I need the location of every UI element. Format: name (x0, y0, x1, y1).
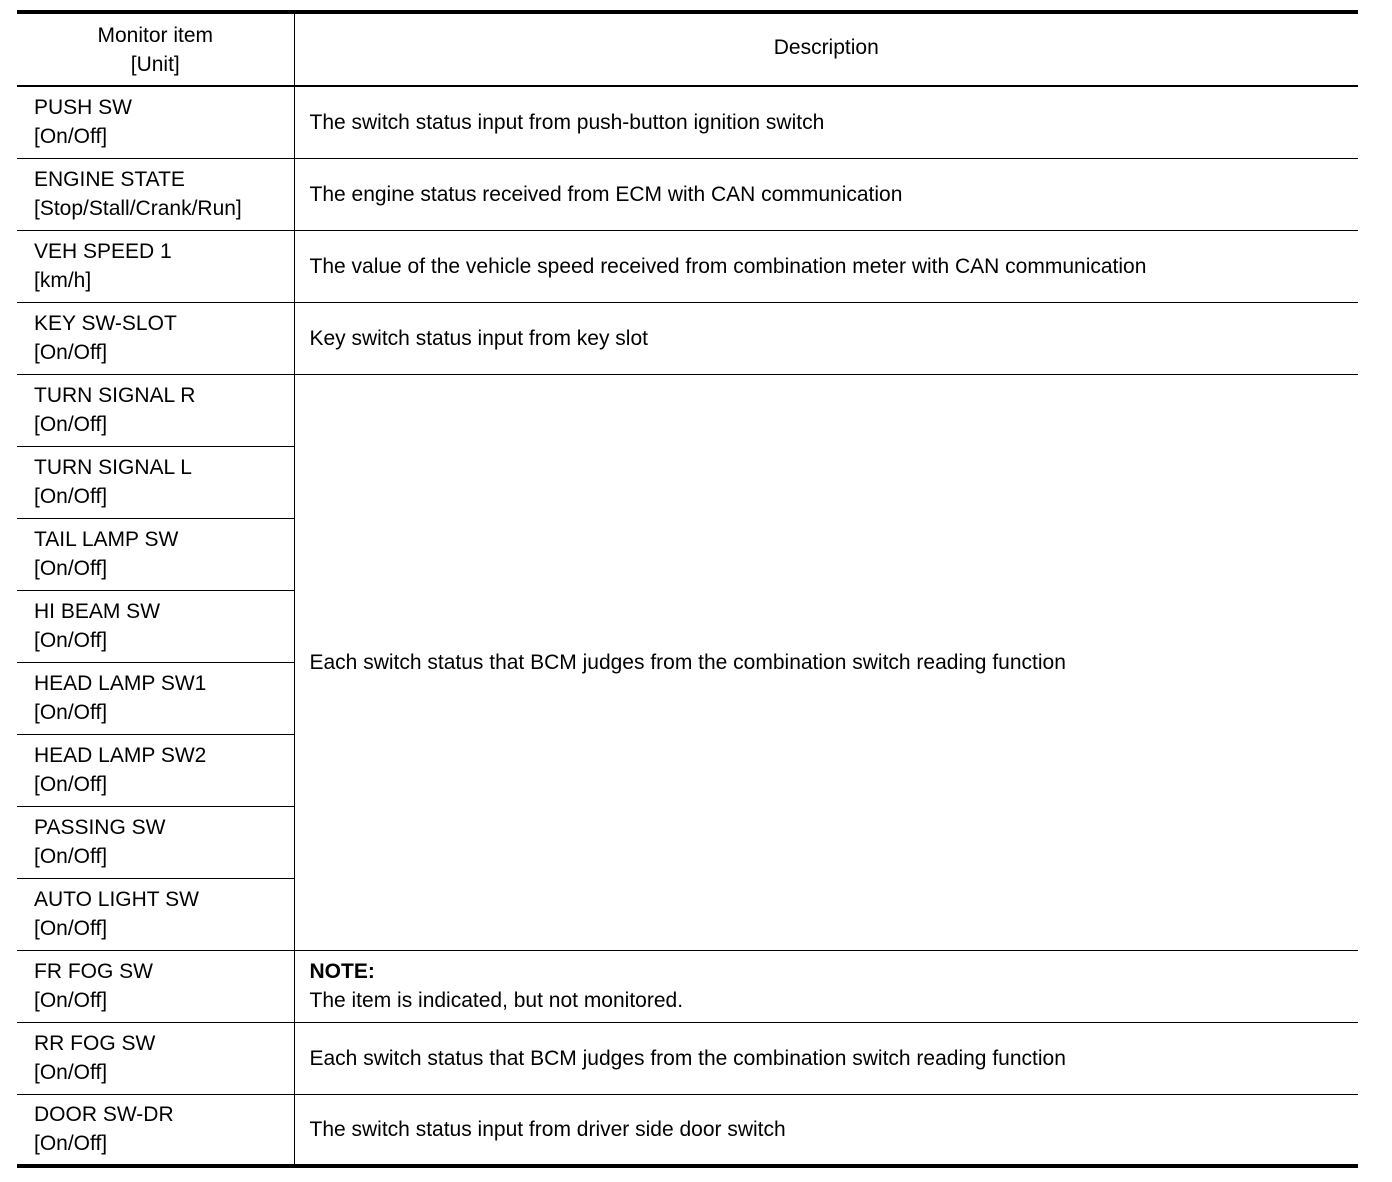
monitor-item-unit: [On/Off] (34, 1132, 108, 1156)
monitor-item-unit: [On/Off] (34, 485, 108, 508)
monitor-item-cell (17, 590, 294, 662)
monitor-item-unit: [On/Off] (34, 989, 108, 1012)
header-unit-label: [Unit] (130, 52, 180, 76)
monitor-item-name: HEAD LAMP SW1 (34, 672, 207, 695)
monitor-item-name: VEH SPEED 1 (34, 240, 172, 263)
monitor-item-unit: [On/Off] (34, 125, 108, 149)
monitor-item-name: AUTO LIGHT SW (34, 888, 199, 911)
monitor-item-cell (17, 662, 294, 734)
monitor-item-cell (17, 302, 294, 374)
monitor-item-cell (17, 1094, 294, 1166)
merged-description-cell: Each switch status that BCM judges from the combination switch reading function (309, 650, 1066, 674)
table-row (17, 302, 1358, 374)
table-row (17, 230, 1358, 302)
description-cell: The switch status input from driver side door switch (309, 1117, 786, 1141)
monitor-item-cell (17, 518, 294, 590)
monitor-item-cell (17, 950, 294, 1022)
description-cell: Key switch status input from key slot (309, 326, 648, 350)
monitor-item-unit: [On/Off] (34, 845, 108, 868)
monitor-item-name: TURN SIGNAL L (34, 456, 192, 479)
monitor-item-cell (17, 806, 294, 878)
header-description: Description (773, 36, 879, 59)
monitor-item-cell (17, 86, 294, 158)
monitor-item-name: PUSH SW (34, 96, 133, 120)
monitor-item-unit: [Stop/Stall/Crank/Run] (34, 197, 242, 220)
monitor-item-cell (17, 158, 294, 230)
note-text: The item is indicated, but not monitored. (309, 989, 684, 1012)
monitor-item-name: DOOR SW-DR (34, 1103, 174, 1127)
monitor-item-unit: [On/Off] (34, 629, 108, 652)
monitor-item-name: TURN SIGNAL R (34, 384, 196, 407)
table-row (17, 950, 1358, 1022)
monitor-item-cell (17, 734, 294, 806)
header-monitor-item (17, 12, 294, 86)
monitor-item-table (17, 10, 1358, 1168)
monitor-item-name: KEY SW-SLOT (34, 312, 177, 335)
monitor-item-name: HI BEAM SW (34, 600, 161, 623)
monitor-item-name: RR FOG SW (34, 1032, 156, 1055)
monitor-item-name: FR FOG SW (34, 960, 153, 983)
monitor-item-unit: [On/Off] (34, 701, 108, 724)
monitor-item-name: HEAD LAMP SW2 (34, 744, 207, 767)
description-cell: The value of the vehicle speed received from combination meter with CAN communication (309, 254, 1147, 278)
monitor-item-cell (17, 1022, 294, 1094)
monitor-item-name: PASSING SW (34, 816, 166, 839)
monitor-item-unit: [On/Off] (34, 557, 108, 580)
monitor-item-cell (17, 446, 294, 518)
monitor-item-cell (17, 374, 294, 446)
note-description-cell (294, 950, 1358, 1022)
monitor-item-name: ENGINE STATE (34, 168, 185, 191)
table-header-row (17, 12, 1358, 86)
table-row (17, 158, 1358, 230)
monitor-item-cell (17, 878, 294, 950)
note-label: NOTE: (309, 960, 375, 983)
description-cell: The switch status input from push-button ignition switch (309, 110, 825, 134)
table-row (17, 374, 1358, 446)
monitor-item-cell (17, 230, 294, 302)
table-row (17, 1022, 1358, 1094)
table-row (17, 86, 1358, 158)
description-cell: Each switch status that BCM judges from the combination switch reading function (309, 1046, 1066, 1070)
monitor-item-unit: [km/h] (34, 269, 92, 292)
monitor-item-name: TAIL LAMP SW (34, 528, 179, 551)
header-monitor-item-label: Monitor item (97, 23, 214, 47)
description-cell: The engine status received from ECM with CAN communication (309, 182, 903, 206)
monitor-item-unit: [On/Off] (34, 917, 108, 940)
table-row (17, 1094, 1358, 1166)
monitor-item-unit: [On/Off] (34, 1061, 108, 1084)
monitor-item-unit: [On/Off] (34, 413, 108, 436)
monitor-item-unit: [On/Off] (34, 773, 108, 796)
monitor-item-unit: [On/Off] (34, 341, 108, 364)
